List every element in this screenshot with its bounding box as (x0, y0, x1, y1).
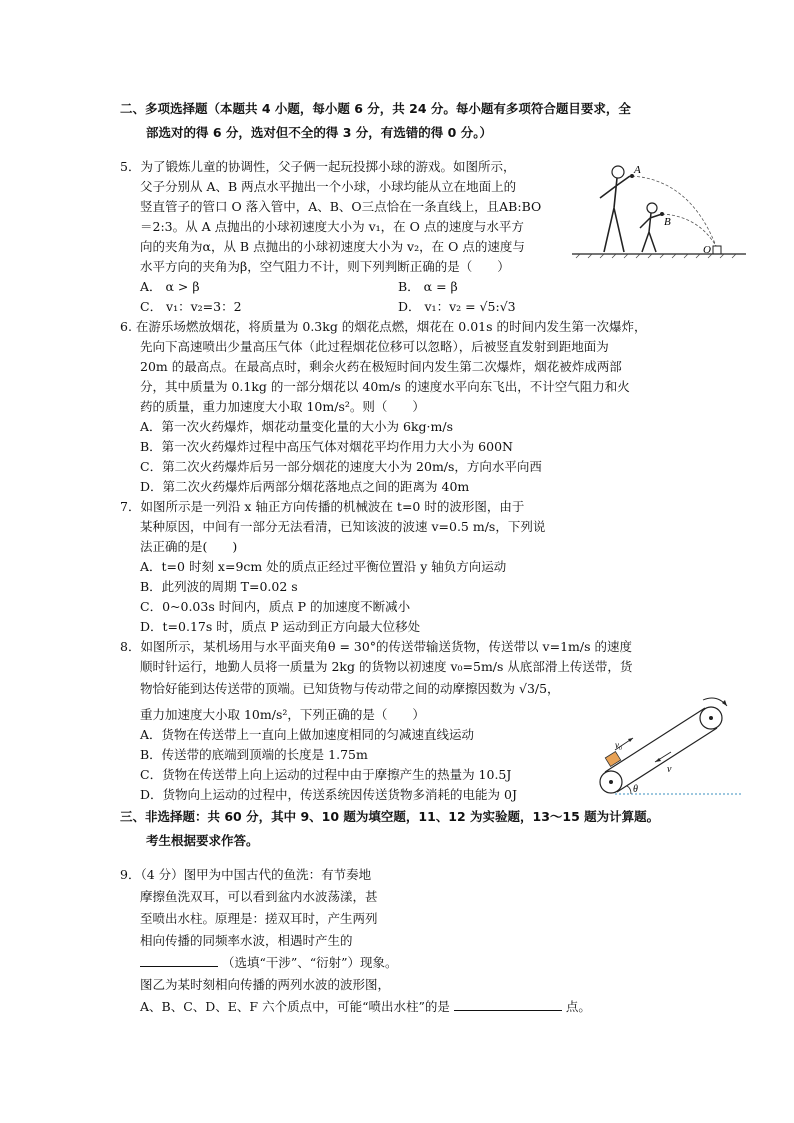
q8-option-a: A．货物在传送带上一直向上做加速度相同的匀减速直线运动 (140, 727, 475, 742)
q5-line5: 向的夹角为α，从 B 点抛出的小球初速度大小为 v₂，在 O 点的速度与 (140, 239, 525, 254)
q5-line4: ＝2:3。从 A 点抛出的小球初速度大小为 v₁，在 O 点的速度与水平方 (140, 219, 524, 234)
q7-line2: 某种原因，中间有一部分无法看清，已知该波的波速 v=0.5 m/s，下列说 (140, 519, 546, 534)
q6-option-a: A．第一次火药爆炸，烟花动量变化量的大小为 6kg·m/s (140, 419, 453, 434)
q5-fig-label-b: B (664, 216, 671, 228)
q9-line1: 9．（4 分）图甲为中国古代的鱼洗：有节奏地 (120, 867, 372, 882)
q8-fig-label-v: v (667, 764, 672, 775)
q8-option-d: D．货物向上运动的过程中，传送系统因传送货物多消耗的电能为 0J (140, 787, 517, 802)
section3-header: 三、非选择题：共 60 分，其中 9、10 题为填空题，11、12 为实验题，13～15 题为计算题。 (120, 809, 660, 824)
q9-line5: （选填“干涉”、“衍射”）现象。 (221, 955, 398, 970)
q5-option-d: D． v₁：v₂ = √5:√3 (398, 299, 516, 314)
q7-option-c: C．0~0.03s 时间内，质点 P 的加速度不断减小 (140, 599, 411, 614)
q6-line2: 先向下高速喷出少量高压气体（此过程烟花位移可以忽略），后被竖直发射到距地面为 (140, 339, 609, 354)
q5-option-b: B． α = β (398, 279, 458, 294)
q5-line1: 5．为了锻炼儿童的协调性，父子俩一起玩投掷小球的游戏。如图所示， (120, 159, 516, 174)
q7-line3: 法正确的是( ) (140, 539, 238, 554)
q5-line2: 父子分别从 A、B 两点水平抛出一个小球，小球均能从立在地面上的 (140, 179, 517, 194)
q9-line2: 摩擦鱼洗双耳，可以看到盆内水波荡漾，甚 (140, 889, 378, 904)
q8-option-b: B．传送带的底端到顶端的长度是 1.75m (140, 747, 368, 762)
q6-option-b: B．第一次火药爆炸过程中高压气体对烟花平均作用力大小为 600N (140, 439, 513, 454)
q9-line6: 图乙为某时刻相向传播的两列水波的波形图， (140, 977, 391, 992)
q9-line3: 至喷出水柱。原理是：搓双耳时，产生两列 (140, 911, 378, 926)
q9-line7: A、B、C、D、E、F 六个质点中，可能“喷出水柱”的是 (140, 999, 450, 1014)
q9-line5-container (140, 954, 398, 972)
section2-header-cont: 部选对的得 6 分，选对但不全的得 3 分，有选错的得 0 分。） (146, 125, 492, 140)
q5-fig-label-a: A (634, 164, 641, 176)
q8-line3: 物恰好能到达传送带的顶端。已知货物与传动带之间的动摩擦因数为 √3/5， (140, 681, 560, 696)
q6-line1: 6. 在游乐场燃放烟花，将质量为 0.3kg 的烟花点燃，烟花在 0.01s 的时间内发生第一次爆炸， (120, 319, 647, 334)
q8-conveyor-figure (585, 692, 745, 800)
q5-fig-label-o: O (703, 244, 711, 256)
q5-line6: 水平方向的夹角为β，空气阻力不计，则下列判断正确的是（ ） (140, 259, 510, 274)
q6-option-d: D．第二次火药爆炸后两部分烟花落地点之间的距离为 40m (140, 479, 470, 494)
q8-line4: 重力加速度大小取 10m/s²，下列正确的是（ ） (140, 707, 425, 722)
q5-option-c: C． v₁：v₂=3：2 (140, 299, 242, 314)
q5-line3: 竖直管子的管口 O 落入管中，A、B、O三点恰在一条直线上，且AB:BO (140, 199, 542, 214)
q7-option-b: B．此列波的周期 T=0.02 s (140, 579, 298, 594)
q9-blank-phenomenon[interactable] (140, 954, 218, 967)
q5-throwing-figure (570, 158, 748, 262)
q8-line2: 顺时针运行，地勤人员将一质量为 2kg 的货物以初速度 v₀=5m/s 从底部滑上传送带，货 (140, 659, 633, 674)
q9-line7-end: 点。 (565, 999, 591, 1014)
q6-option-c: C．第二次火药爆炸后另一部分烟花的速度大小为 20m/s，方向水平向西 (140, 459, 542, 474)
q8-fig-label-theta: θ (633, 784, 638, 795)
q6-line5: 药的质量，重力加速度大小取 10m/s²。则（ ） (140, 399, 425, 414)
q8-option-c: C．货物在传送带上向上运动的过程中由于摩擦产生的热量为 10.5J (140, 767, 512, 782)
q9-line4: 相向传播的同频率水波，相遇时产生的 (140, 933, 353, 948)
section3-header-cont: 考生根据要求作答。 (146, 833, 259, 848)
q6-line3: 20m 的最高点。在最高点时，剩余火药在极短时间内发生第二次爆炸，烟花被炸成两部 (140, 359, 622, 374)
section2-header: 二、多项选择题（本题共 4 小题，每小题 6 分，共 24 分。每小题有多项符合题目要求，全 (120, 101, 631, 116)
q9-blank-points[interactable] (454, 998, 562, 1011)
q6-line4: 分，其中质量为 0.1kg 的一部分烟花以 40m/s 的速度水平向东飞出，不计空气阻力和火 (140, 379, 630, 394)
q7-option-d: D．t=0.17s 时，质点 P 运动到正方向最大位移处 (140, 619, 421, 634)
q7-line1: 7．如图所示是一列沿 x 轴正方向传播的机械波在 t=0 时的波形图，由于 (120, 499, 525, 514)
q9-line7-container (140, 998, 591, 1016)
q7-option-a: A．t=0 时刻 x=9cm 处的质点正经过平衡位置沿 y 轴负方向运动 (140, 559, 507, 574)
q5-option-a: A． α > β (140, 279, 200, 294)
q8-fig-label-v0: v₀ (615, 740, 623, 750)
q8-line1: 8．如图所示，某机场用与水平面夹角θ = 30°的传送带输送货物，传送带以 v=1m/s 的速度 (120, 639, 632, 654)
